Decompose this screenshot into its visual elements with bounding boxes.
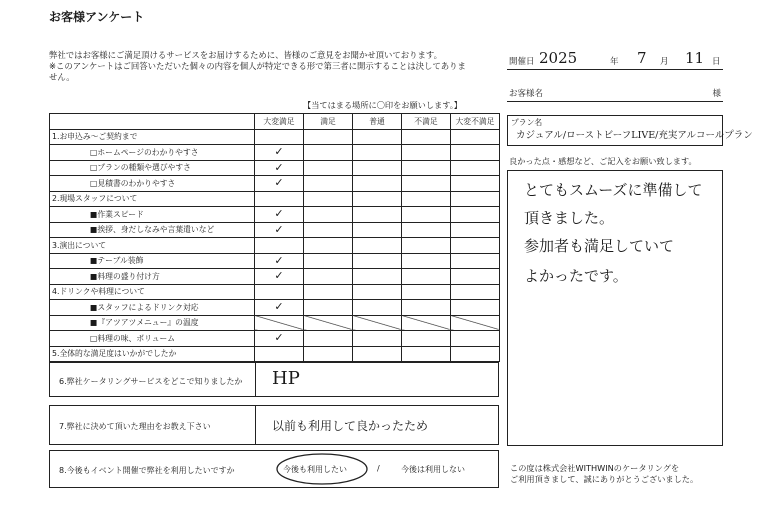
rating-cell[interactable] [353, 145, 402, 161]
rating-cell[interactable] [451, 346, 500, 362]
satisfaction-table [49, 113, 500, 362]
q7-box [49, 405, 499, 445]
plan-name-box[interactable] [507, 115, 753, 146]
rating-cell[interactable] [304, 176, 353, 192]
rating-cell[interactable] [304, 145, 353, 161]
rating-cell[interactable] [304, 253, 353, 269]
section-title: 1.お申込み～ご契約まで [50, 129, 255, 145]
item-row [50, 331, 500, 347]
rating-cell[interactable] [451, 253, 500, 269]
rating-cell[interactable] [304, 238, 353, 254]
item-label: ■挨拶、身だしなみや言葉遣いなど [50, 222, 255, 238]
rating-cell[interactable] [353, 129, 402, 145]
rating-cell[interactable] [304, 129, 353, 145]
rating-cell[interactable] [304, 269, 353, 285]
rating-cell[interactable] [402, 191, 451, 207]
thanks-line: この度は株式会社WITHWINのケータリングを [510, 463, 680, 473]
feedback-box[interactable] [507, 170, 723, 446]
item-row [50, 315, 500, 331]
rating-cell[interactable] [304, 346, 353, 362]
item-row [50, 253, 500, 269]
rating-cell[interactable] [304, 300, 353, 316]
rating-cell[interactable] [353, 191, 402, 207]
rating-cell[interactable]: ✓ [255, 222, 304, 238]
rating-cell[interactable] [353, 253, 402, 269]
q6-label: 6.弊社ケータリングサービスをどこで知りましたか [59, 377, 243, 386]
rating-cell[interactable]: ✓ [255, 269, 304, 285]
rating-cell[interactable] [353, 238, 402, 254]
rating-cell[interactable] [353, 160, 402, 176]
rating-cell[interactable] [255, 315, 304, 331]
thanks-message [510, 463, 698, 485]
rating-cell[interactable] [451, 160, 500, 176]
rating-cell[interactable] [304, 160, 353, 176]
item-row [50, 145, 500, 161]
rating-cell[interactable] [402, 176, 451, 192]
item-label: □見積書のわかりやすさ [50, 176, 255, 192]
divider [255, 363, 256, 396]
item-label: ■作業スピード [50, 207, 255, 223]
section-row [50, 129, 500, 145]
rating-cell[interactable] [451, 222, 500, 238]
event-date-field[interactable] [507, 48, 723, 70]
selection-circle [274, 452, 370, 486]
instruction-note: 【当てはまる場所に〇印をお願いします。】 [303, 100, 462, 110]
rating-cell[interactable] [255, 284, 304, 300]
rating-cell[interactable]: ✓ [255, 331, 304, 347]
rating-cell[interactable] [255, 129, 304, 145]
intro-line: 弊社ではお客様にご満足頂けるサービスをお届けするために、皆様のご意見をお聞かせ頂いております。 [49, 50, 442, 60]
rating-cell[interactable]: ✓ [255, 145, 304, 161]
section-row [50, 238, 500, 254]
rating-cell[interactable] [304, 222, 353, 238]
rating-cell[interactable]: ✓ [255, 207, 304, 223]
customer-honorific: 様 [712, 89, 721, 99]
date-day: 11 [685, 49, 705, 67]
rating-cell[interactable]: ✓ [255, 300, 304, 316]
item-label: ■テーブル装飾 [50, 253, 255, 269]
item-label: ■スタッフによるドリンク対応 [50, 300, 255, 316]
rating-cell[interactable] [451, 191, 500, 207]
rating-cell[interactable] [451, 300, 500, 316]
item-label: ■料理の盛り付け方 [50, 269, 255, 285]
date-label: 開催日 [509, 57, 535, 67]
rating-cell[interactable] [402, 160, 451, 176]
col-unsatisfied: 不満足 [402, 114, 451, 130]
q6-box [49, 362, 499, 397]
rating-cell[interactable] [402, 331, 451, 347]
q8-option-no[interactable]: 今後は利用しない [401, 465, 465, 474]
rating-cell[interactable] [353, 331, 402, 347]
intro-text [49, 50, 499, 83]
rating-cell[interactable] [353, 284, 402, 300]
rating-cell[interactable] [304, 284, 353, 300]
section-title: 2.現場スタッフについて [50, 191, 255, 207]
rating-cell[interactable] [402, 207, 451, 223]
rating-cell[interactable] [451, 284, 500, 300]
date-year: 2025 [539, 49, 578, 67]
rating-cell[interactable] [353, 222, 402, 238]
rating-cell[interactable] [353, 300, 402, 316]
q8-label: 8.今後もイベント開催で弊社を利用したいですか [59, 466, 235, 475]
divider [255, 406, 256, 444]
rating-cell[interactable] [255, 238, 304, 254]
section-title: 5.全体的な満足度はいかがでしたか [50, 346, 255, 362]
header-blank [50, 114, 255, 130]
rating-cell[interactable]: ✓ [255, 176, 304, 192]
feedback-line: 頂きました。 [524, 209, 615, 227]
rating-cell[interactable] [255, 191, 304, 207]
section-title: 4.ドリンクや料理について [50, 284, 255, 300]
section-row [50, 284, 500, 300]
q7-answer[interactable]: 以前も利用して良かったため [272, 419, 429, 433]
col-very-unsatisfied: 大変不満足 [451, 114, 500, 130]
feedback-label: 良かった点・感想など、ご記入をお願い致します。 [509, 156, 697, 166]
intro-line: せん。 [49, 72, 75, 82]
col-satisfied: 満足 [304, 114, 353, 130]
rating-cell[interactable] [402, 346, 451, 362]
intro-line: ※このアンケートはご回答いただいた個々の内容を個人が特定できる形で第三者に開示することは決してありま [49, 61, 466, 71]
item-row [50, 269, 500, 285]
item-label: □プランの種類や選びやすさ [50, 160, 255, 176]
page-title: お客様アンケート [49, 10, 145, 24]
feedback-line: 参加者も満足していて [524, 237, 675, 255]
rating-cell[interactable] [402, 238, 451, 254]
q8-box [49, 450, 499, 488]
rating-cell[interactable] [451, 129, 500, 145]
rating-cell[interactable] [402, 315, 451, 331]
rating-cell[interactable] [451, 207, 500, 223]
rating-cell[interactable] [353, 315, 402, 331]
rating-cell[interactable] [304, 207, 353, 223]
rating-cell[interactable] [255, 346, 304, 362]
item-label: □料理の味、ボリューム [50, 331, 255, 347]
rating-cell[interactable] [402, 284, 451, 300]
rating-cell[interactable] [402, 269, 451, 285]
section-row [50, 346, 500, 362]
month-unit: 月 [660, 57, 669, 67]
rating-cell[interactable] [304, 191, 353, 207]
q8-separator: / [377, 464, 380, 473]
plan-label: プラン名 [511, 118, 543, 127]
date-month: 7 [637, 49, 647, 67]
rating-cell[interactable] [402, 253, 451, 269]
plan-value: カジュアル/ローストビーフLIVE/充実アルコールプラン [516, 130, 753, 141]
rating-cell[interactable] [402, 145, 451, 161]
col-neutral: 普通 [353, 114, 402, 130]
rating-cell[interactable] [353, 269, 402, 285]
rating-cell[interactable] [402, 300, 451, 316]
rating-cell[interactable] [451, 269, 500, 285]
rating-cell[interactable] [402, 222, 451, 238]
item-label: □ホームページのわかりやすさ [50, 145, 255, 161]
q8-option-yes[interactable]: 今後も利用したい [283, 465, 347, 474]
feedback-line: よかったです。 [524, 267, 628, 285]
rating-cell[interactable] [451, 176, 500, 192]
item-label: ■『アツアツメニュー』の温度 [50, 315, 255, 331]
rating-cell[interactable]: ✓ [255, 253, 304, 269]
year-unit: 年 [610, 57, 619, 67]
section-row [50, 191, 500, 207]
rating-cell[interactable] [402, 129, 451, 145]
item-row [50, 160, 500, 176]
q6-answer[interactable]: HP [272, 368, 300, 389]
col-very-satisfied: 大変満足 [255, 114, 304, 130]
rating-cell[interactable] [451, 315, 500, 331]
section-title: 3.演出について [50, 238, 255, 254]
rating-cell[interactable] [353, 176, 402, 192]
rating-cell[interactable] [304, 315, 353, 331]
rating-cell[interactable]: ✓ [255, 160, 304, 176]
item-row [50, 176, 500, 192]
rating-cell[interactable] [304, 331, 353, 347]
rating-cell[interactable] [353, 346, 402, 362]
rating-cell[interactable] [451, 238, 500, 254]
item-row [50, 300, 500, 316]
feedback-line: とてもスムーズに準備して [524, 181, 703, 199]
rating-cell[interactable] [451, 331, 500, 347]
rating-cell[interactable] [451, 145, 500, 161]
item-row [50, 207, 500, 223]
customer-name-field[interactable] [507, 82, 723, 102]
rating-cell[interactable] [353, 207, 402, 223]
thanks-line: ご利用頂きまして、誠にありがとうございました。 [510, 474, 699, 484]
item-row [50, 222, 500, 238]
customer-label: お客様名 [509, 89, 544, 99]
q7-label: 7.弊社に決めて頂いた理由をお教え下さい [59, 422, 211, 431]
day-unit: 日 [712, 57, 721, 67]
